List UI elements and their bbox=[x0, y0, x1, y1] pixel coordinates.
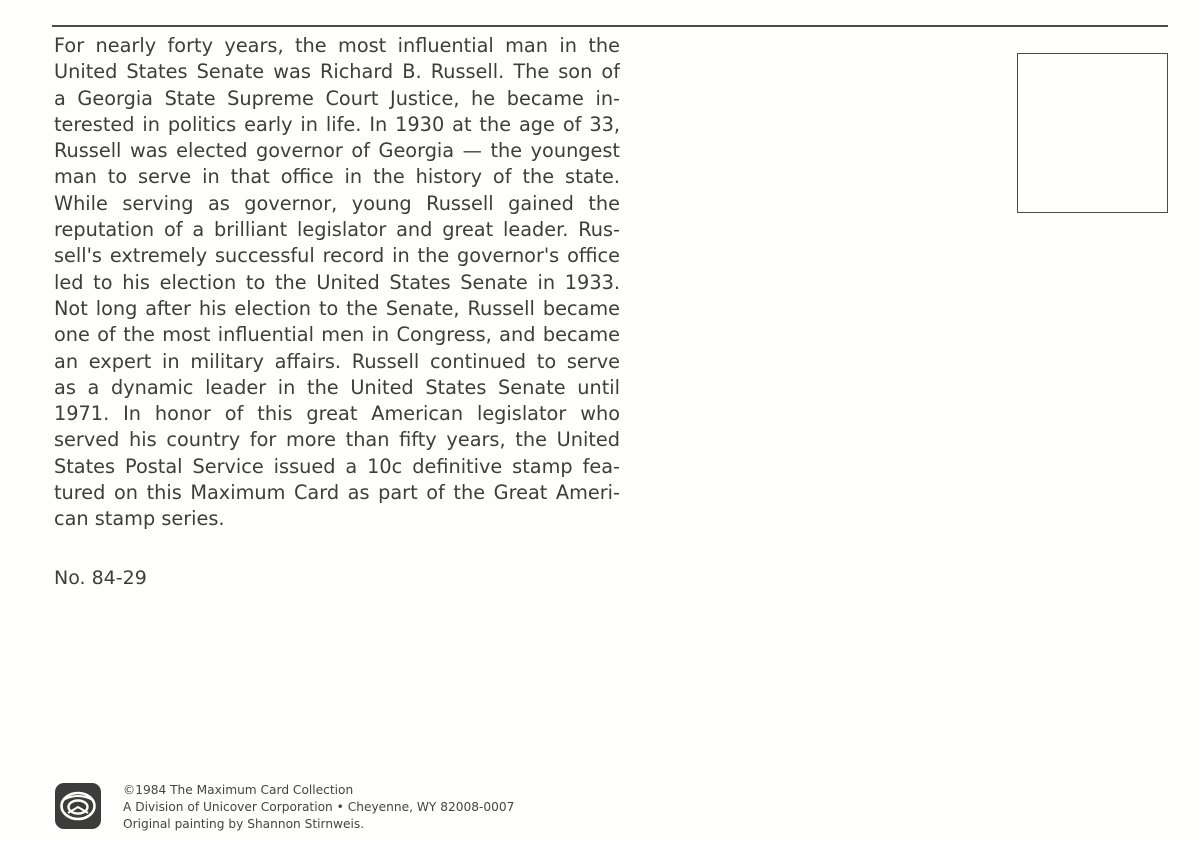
description-line: 1971. In honor of this great American legislator who bbox=[54, 402, 620, 426]
unicover-posthorn-logo-icon bbox=[55, 783, 101, 829]
description-line: Russell was elected governor of Georgia — the youngest bbox=[54, 139, 620, 163]
painting-credit-line: Original painting by Shannon Stirnweis. bbox=[123, 817, 365, 831]
copyright-line: ©1984 The Maximum Card Collection bbox=[123, 783, 354, 797]
company-line: A Division of Unicover Corporation • Cheyenne, WY 82008-0007 bbox=[123, 800, 515, 814]
description-line: one of the most influential men in Congress, and became bbox=[54, 323, 620, 347]
description-line: served his country for more than fifty years, the United bbox=[54, 428, 620, 452]
description-line: man to serve in that office in the history of the state. bbox=[54, 165, 620, 189]
description-line: United States Senate was Richard B. Russell. The son of bbox=[54, 60, 620, 84]
description-line: sell's extremely successful record in the governor's office bbox=[54, 244, 620, 268]
card-number: No. 84-29 bbox=[54, 567, 147, 589]
description-line: tured on this Maximum Card as part of the Great Ameri- bbox=[54, 481, 620, 505]
description-line: a Georgia State Supreme Court Justice, he became in- bbox=[54, 86, 620, 110]
description-line: an expert in military affairs. Russell continued to serve bbox=[54, 349, 620, 373]
description-line: reputation of a brilliant legislator and great leader. Rus- bbox=[54, 218, 620, 242]
description-line: Not long after his election to the Senate, Russell became bbox=[54, 296, 620, 320]
description-line: For nearly forty years, the most influential man in the bbox=[54, 34, 620, 57]
description-line: led to his election to the United States Senate in 1933. bbox=[54, 270, 620, 294]
description-line: States Postal Service issued a 10c definitive stamp fea- bbox=[54, 454, 620, 478]
description-line: as a dynamic leader in the United States Senate until bbox=[54, 375, 620, 399]
description-line: terested in politics early in life. In 1930 at the age of 33, bbox=[54, 112, 620, 136]
stamp-placement-box bbox=[1017, 53, 1168, 213]
description-line: can stamp series. bbox=[54, 507, 225, 531]
credits-block bbox=[123, 782, 514, 833]
top-divider bbox=[52, 25, 1168, 27]
card-description bbox=[54, 33, 620, 533]
description-line: While serving as governor, young Russell gained the bbox=[54, 191, 620, 215]
